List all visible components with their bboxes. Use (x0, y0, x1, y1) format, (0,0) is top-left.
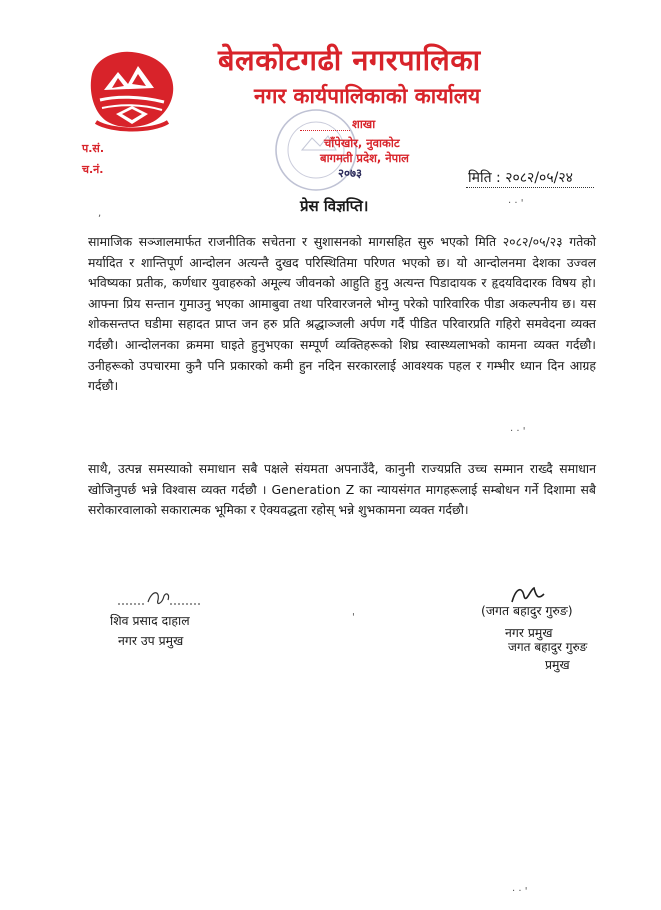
municipality-emblem-icon (82, 44, 182, 134)
right-stamp-name: जगत बहादुर गुरुङ (508, 640, 588, 654)
left-signatory-title: नगर उप प्रमुख (118, 633, 184, 648)
dispatch-number-label: च.नं. (82, 163, 104, 176)
left-signatory-name: शिव प्रसाद दाहाल (110, 613, 190, 628)
org-name: बेलकोटगढी नगरपालिका (218, 43, 481, 77)
left-signature-icon (116, 586, 206, 610)
body-paragraph-2: साथै, उत्पन्न समस्याको समाधान सबै पक्षले संयमता अपनाउँदै, कानुनी राज्यप्रति उच्च सम्मान राख्दै समाधान खोजिनुपर्छ भन्ने विश्वास व्यक्त गर्दछौ । Generation Z का न्यायसंगत मागहरूलाई सम्बोधन गर्ने दिशामा सबै सरोकारवालाको सकारात्मक भूमिका र ऐक्यवद्धता रहोस् भन्ने शुभकामना व्यक्त गर्दछौ। (88, 461, 596, 518)
scan-speck: · · ' (508, 198, 524, 209)
document-title: प्रेस विज्ञप्ति। (300, 197, 369, 215)
branch-dotted-line (300, 130, 350, 131)
scan-speck: ' (352, 612, 355, 623)
body-paragraph-1: सामाजिक सञ्जालमार्फत राजनीतिक सचेतना र सुशासनको मागसहित सुरु भएको मिति २०८२/०५/२३ गतेको मर्यादित र शान्तिपूर्ण आन्दोलन अत्यन्तै दुखद परिस्थितिमा परिणत भएको छ। यो आन्दोलनमा देशका उज्वल भविष्यका प्रतीक, कर्णधार युवाहरुको अमूल्य जीवनको आहुति हुनु अत्यन्त पिडादायक र हृदयविदारक विषय हो।आफ्ना प्रिय सन्तान गुमाउनु भएका आमाबुवा तथा परिवारजनले भोग्नु परेको पारिवारिक पीडा अकल्पनीय छ। यस शोकसन्तप्त घडीमा सहादत प्राप्त जन हरु प्रति श्रद्धाञ्जली अर्पण गर्दै पीडित परिवारप्रति गहिरो समवेदना व्यक्त गर्दछौ। आन्दोलनका क्रममा घाइते हुनुभएका सम्पूर्ण व्यक्तिहरूको शिघ्र स्वास्थ्यलाभको कामना व्यक्त गर्दछौ। उनीहरूको उपचारमा कुनै पनि प्रकारको कमी हुन नदिन सरकारलाई आवश्यक पहल र गम्भीर ध्यान दिन आग्रह गर्दछौ। (88, 234, 596, 394)
scan-speck: · · ' (510, 426, 526, 437)
reference-number-label: प.सं. (82, 142, 105, 155)
address-line-2: बागमती प्रदेश, नेपाल (320, 151, 409, 165)
scan-speck: · · ' (512, 886, 528, 897)
date-underline (466, 187, 594, 188)
established-year: २०७३ (338, 166, 362, 180)
address-line-1: चाँपेखोर, नुवाकोट (324, 136, 400, 150)
right-signatory-name: (जगत बहादुर गुरुङ) (481, 603, 573, 618)
branch-label: शाखा (352, 117, 376, 131)
right-stamp-title: प्रमुख (545, 657, 570, 672)
office-name: नगर कार्यपालिकाको कार्यालय (254, 84, 481, 108)
scan-speck: , (98, 208, 102, 219)
date-label: मिति : २०८२/०५/२४ (468, 170, 573, 186)
right-signatory-title: नगर प्रमुख (505, 625, 553, 640)
